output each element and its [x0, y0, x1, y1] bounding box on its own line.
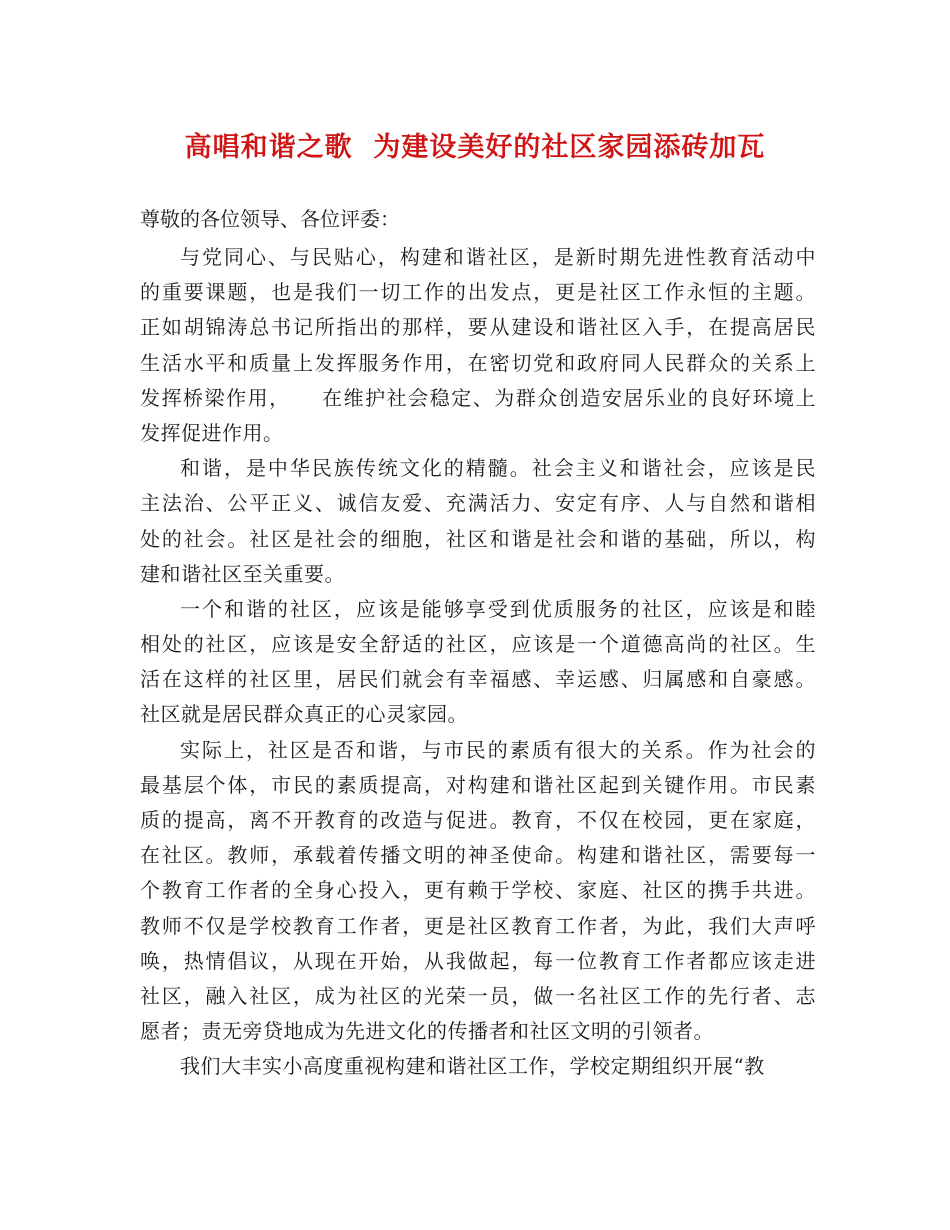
paragraph-line: 主法治、公平正义、诚信友爱、充满活力、安定有序、人与自然和谐相	[140, 491, 816, 516]
paragraph-line: 处的社会。社区是社会的细胞，社区和谐是社会和谐的基础，所以，构	[140, 526, 816, 551]
paragraph	[140, 451, 816, 592]
paragraph-line: 相处的社区，应该是安全舒适的社区，应该是一个道德高尚的社区。生	[140, 632, 816, 657]
paragraph-line: 和谐，是中华民族传统文化的精髓。社会主义和谐社会，应该是民	[180, 456, 816, 481]
paragraph-line: 我们大丰实小高度重视构建和谐社区工作，学校定期组织开展“教	[180, 1054, 765, 1079]
paragraph-line: 社区就是居民群众真正的心灵家园。	[140, 702, 468, 727]
document-body	[140, 240, 816, 1085]
salutation: 尊敬的各位领导、各位评委：	[140, 207, 400, 231]
paragraph-line: 最基层个体，市民的素质提高，对构建和谐社区起到关键作用。市民素	[140, 772, 816, 797]
paragraph-line: 社区，融入社区，成为社区的光荣一员，做一名社区工作的先行者、志	[140, 983, 816, 1008]
paragraph-line: 正如胡锦涛总书记所指出的那样，要从建设和谐社区入手，在提高居民	[140, 315, 816, 340]
paragraph	[140, 592, 816, 733]
paragraph-line: 一个和谐的社区，应该是能够享受到优质服务的社区，应该是和睦	[180, 596, 816, 621]
paragraph-line: 教师不仅是学校教育工作者，更是社区教育工作者，为此，我们大声呼	[140, 913, 816, 938]
paragraph-line: 个教育工作者的全身心投入，更有赖于学校、家庭、社区的携手共进。	[140, 878, 816, 903]
paragraph-line: 建和谐社区至关重要。	[140, 561, 345, 586]
document-title: 高唱和谐之歌 为建设美好的社区家园添砖加瓦	[184, 132, 766, 163]
paragraph-line: 在社区。教师，承载着传播文明的神圣使命。构建和谐社区，需要每一	[140, 843, 816, 868]
paragraph-line: 质的提高，离不开教育的改造与促进。教育，不仅在校园，更在家庭，	[140, 808, 816, 832]
paragraph-line: 发挥桥梁作用， 在维护社会稳定、为群众创造安居乐业的良好环境上	[140, 385, 816, 410]
paragraph-line: 实际上，社区是否和谐，与市民的素质有很大的关系。作为社会的	[180, 737, 816, 762]
paragraph-line: 与党同心、与民贴心，构建和谐社区，是新时期先进性教育活动中	[180, 245, 816, 269]
paragraph-line: 唤，热情倡议，从现在开始，从我做起，每一位教育工作者都应该走进	[140, 948, 816, 973]
paragraph	[140, 733, 816, 1050]
paragraph-line: 发挥促进作用。	[140, 420, 284, 445]
paragraph-line: 的重要课题，也是我们一切工作的出发点，更是社区工作永恒的主题。	[140, 280, 816, 305]
paragraph	[140, 240, 816, 451]
paragraph	[140, 1049, 816, 1084]
paragraph-line: 活在这样的社区里，居民们就会有幸福感、幸运感、归属感和自豪感。	[140, 667, 816, 692]
paragraph-line: 生活水平和质量上发挥服务作用，在密切党和政府同人民群众的关系上	[140, 350, 816, 375]
paragraph-line: 愿者；责无旁贷地成为先进文化的传播者和社区文明的引领者。	[140, 1019, 714, 1044]
